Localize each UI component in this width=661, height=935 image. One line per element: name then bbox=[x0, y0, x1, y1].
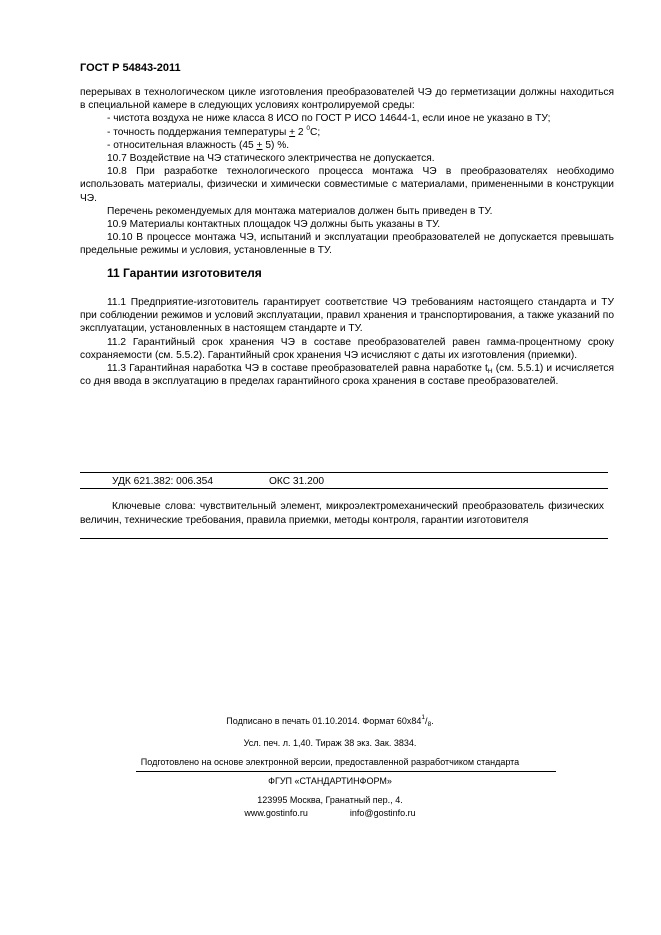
text: 5) %. bbox=[262, 139, 290, 151]
divider bbox=[80, 488, 608, 489]
degree-sup: 0 bbox=[306, 124, 311, 132]
section-10-continuation bbox=[80, 86, 614, 258]
subscript: Н bbox=[487, 368, 493, 376]
text: (см. 5.5.1) и исчисляется со дня ввода в эксплуатацию в пределах гарантийного срока хранения в составе преобразователей. bbox=[80, 363, 614, 388]
list-item: - чистота воздуха не ниже класса 8 ИСО по ГОСТ Р ИСО 14644-1, если иное не указано в ТУ; bbox=[107, 113, 551, 125]
udk-code: УДК 621.382: 006.354 bbox=[112, 476, 213, 487]
text: / bbox=[425, 716, 428, 726]
document-code: ГОСТ Р 54843-2011 bbox=[80, 62, 181, 74]
paragraph-10-10: 10.10 В процессе монтажа ЧЭ, испытаний и эксплуатации преобразователей не допускается превышать предельные режимы и условия, установленные в ТУ. bbox=[80, 232, 614, 257]
keywords-text: Ключевые слова: чувствительный элемент, микроэлектромеханический преобразователь физических величин, технические требования, правила приемки, методы контроля, гарантии изготовителя bbox=[80, 501, 604, 526]
paragraph-10-8: 10.8 При разработке технологического процесса монтажа ЧЭ в преобразователях необходимо использовать материалы, физически и химически совместимые с материалами, примененными в конструкции ЧЭ. bbox=[80, 166, 614, 204]
paragraph-10-8-b: Перечень рекомендуемых для монтажа материалов должен быть приведен в ТУ. bbox=[107, 205, 493, 217]
keywords bbox=[80, 500, 604, 528]
imprint-signed bbox=[60, 716, 600, 726]
paragraph-11-1: 11.1 Предприятие-изготовитель гарантирует соответствие ЧЭ требованиям настоящего стандарта и ТУ при соблюдении режимов и условий эксплуатации, правил хранения и транспортирования, а также указаний по эксплуатации, установленных в настоящем стандарте и ТУ. bbox=[80, 297, 614, 335]
text: 2 bbox=[295, 126, 307, 138]
imprint-org: ФГУП «СТАНДАРТИНФОРМ» bbox=[268, 776, 392, 786]
paragraph-10-7: 10.7 Воздействие на ЧЭ статического электричества не допускается. bbox=[107, 153, 435, 165]
text: . bbox=[431, 716, 434, 726]
text: - точность поддержания температуры bbox=[107, 126, 290, 138]
section-11 bbox=[80, 296, 614, 388]
list-item bbox=[80, 139, 614, 152]
list-item bbox=[80, 126, 614, 139]
superscript: 1 bbox=[421, 714, 426, 721]
divider bbox=[136, 771, 556, 772]
paragraph: перерывах в технологическом цикле изготовления преобразователей ЧЭ до герметизации должны находиться в специальной камере в следующих условиях контролируемой среды: bbox=[80, 87, 614, 112]
imprint-print-info: Усл. печ. л. 1,40. Тираж 38 экз. Зак. 3834. bbox=[243, 738, 417, 748]
imprint-address: 123995 Москва, Гранатный пер., 4. bbox=[257, 795, 403, 805]
paragraph-10-9: 10.9 Материалы контактных площадок ЧЭ должны быть указаны в ТУ. bbox=[107, 219, 441, 231]
text: Подписано в печать 01.10.2014. Формат 60х84 bbox=[226, 716, 422, 726]
divider bbox=[80, 538, 608, 539]
imprint-prepared: Подготовлено на основе электронной версии, предоставленной разработчиком стандарта bbox=[140, 757, 520, 767]
imprint-contacts bbox=[60, 808, 600, 818]
paragraph-11-2: 11.2 Гарантийный срок хранения ЧЭ в составе преобразователей равен гамма-процентному сроку сохраняемости (см. 5.5.2). Гарантийный срок хранения ЧЭ исчисляют с даты их изготовления (приемки). bbox=[80, 336, 614, 361]
divider bbox=[80, 472, 608, 473]
section-11-title: 11 Гарантии изготовителя bbox=[107, 266, 262, 280]
text: 11.3 Гарантийная наработка ЧЭ в составе преобразователей равна наработке t bbox=[107, 363, 488, 375]
subscript: 8 bbox=[427, 721, 432, 728]
okc-code: ОКС 31.200 bbox=[269, 476, 325, 487]
plus-minus-sign: + bbox=[256, 139, 263, 151]
text: - относительная влажность (45 bbox=[107, 139, 257, 151]
paragraph-11-3 bbox=[80, 362, 614, 388]
plus-minus-sign: + bbox=[289, 126, 296, 138]
website-link[interactable]: www.gostinfo.ru bbox=[244, 808, 308, 818]
email-link[interactable]: info@gostinfo.ru bbox=[349, 808, 416, 818]
text: С; bbox=[310, 126, 321, 138]
